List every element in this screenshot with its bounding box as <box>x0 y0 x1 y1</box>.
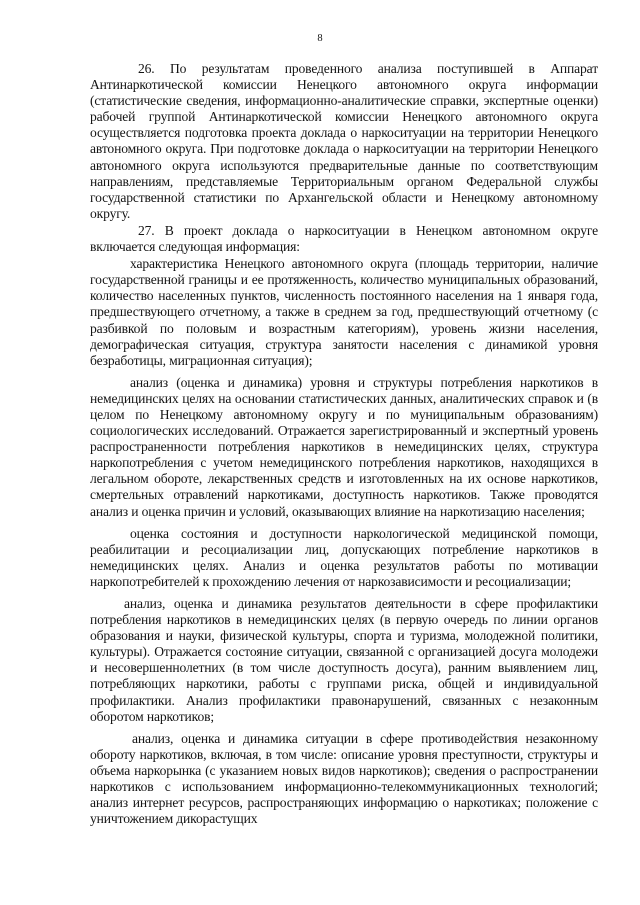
list-item-illegal-trafficking: анализ, оценка и динамика ситуации в сфере противодействия незаконному обороту наркотиков, включая, в том числе: описание уровня преступности, структуры и объема наркорынка (с указанием новых видов наркотиков); сведения о распространении наркотиков с использованием информационно-телекоммуникационных технологий; анализ интернет ресурсов, распространяющих информацию о наркотиках; положение с уничтожением дикорастущих <box>90 730 598 827</box>
list-item-prevention: анализ, оценка и динамика результатов деятельности в сфере профилактики потребления наркотиков в немедицинских целях (в первую очередь по линии органов образования и науки, физической культуры, спорта и туризма, молодежной политики, культуры). Отражается состояние ситуации, связанной с организацией досуга молодежи и несовершеннолетних (в том числе доступность досуга), ранним выявлением лиц, потребляющих наркотики, работы с группами риска, общей и индивидуальной профилактики. Анализ профилактики правонарушений, связанных с незаконным оборотом наркотиков; <box>90 596 598 724</box>
paragraph-26: 26. По результатам проведенного анализа поступившей в Аппарат Антинаркотической комиссии Ненецкого автономного округа информации (статистические сведения, информационно-аналитические справки, экспертные оценки) рабочей группой Антинаркотической комиссии Ненецкого автономного округа осуществляется подготовка проекта доклада о наркоситуации на территории Ненецкого автономного округа. При подготовке доклада о наркоситуации на территории Ненецкого автономного округа используются предварительные данные по соответствующим направлениям, представляемые Территориальным органом Федеральной службы государственной статистики по Архангельской области и Ненецкому автономному округу. <box>90 61 598 221</box>
list-item-consumption-analysis: анализ (оценка и динамика) уровня и структуры потребления наркотиков в немедицинских целях на основании статистических данных, аналитических справок и (в целом по Ненецкому автономному округу и по муниципальным образованиям) социологических исследований. Отражается зарегистрированный и экспертный уровень распространенности потребления наркотиков в немедицинских целях, структура наркопотребления с учетом немедицинского потребления наркотиков, находящихся в легальном обороте, лекарственных средств и изготовленных на их основе наркотиков, смертельных отравлений наркотиками, доступность наркотиков. Также проводятся анализ и оценка причин и условий, оказывающих влияние на наркотизацию населения; <box>90 374 598 519</box>
paragraph-27: 27. В проект доклада о наркоситуации в Ненецком автономном округе включается следующая информация: <box>90 222 598 255</box>
list-item-medical-care: оценка состояния и доступности наркологической медицинской помощи, реабилитации и ресоциализации лиц, допускающих потребление наркотиков в немедицинских целях. Анализ и оценка результатов работы по мотивации наркопотребителей к прохождению лечения от наркозависимости и ресоциализации; <box>90 525 598 589</box>
document-body <box>90 61 598 827</box>
list-item-territory-characteristics: характеристика Ненецкого автономного округа (площадь территории, наличие государственной границы и ее протяженность, количество муниципальных образований, количество населенных пунктов, численность постоянного населения на 1 января года, предшествующего отчетному, а также в среднем за год, предшествующий отчетному (с разбивкой по половым и возрастным категориям), уровень жизни населения, демографическая ситуация, структура занятости населения с динамикой уровня безработицы, миграционная ситуация); <box>90 256 598 368</box>
page-number: 8 <box>317 33 323 44</box>
